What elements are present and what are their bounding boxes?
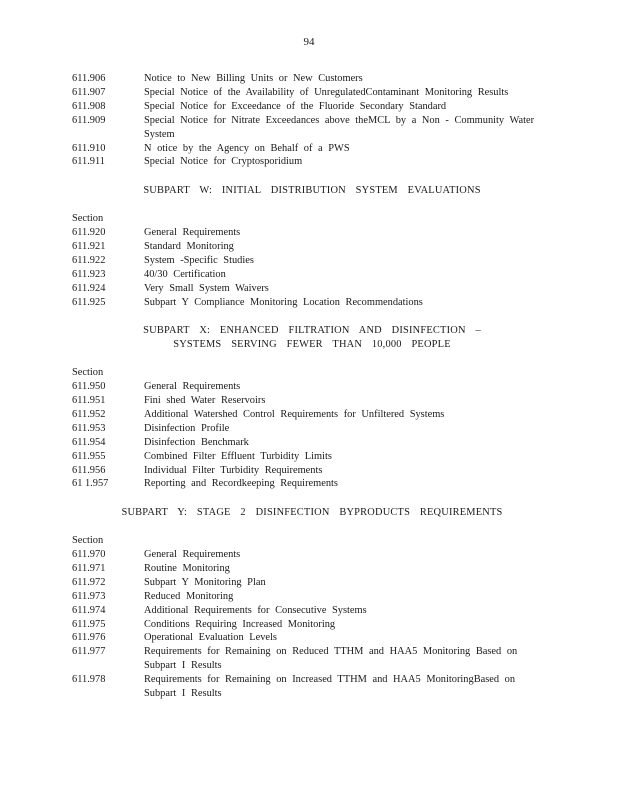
section-number: 611.909	[72, 114, 106, 126]
section-number: 611.910	[72, 142, 106, 154]
toc-entry	[72, 114, 552, 142]
section-title: System -Specific Studies	[144, 254, 254, 266]
section-number: 611.976	[72, 632, 106, 644]
section-title: Fini shed Water Reservoirs	[144, 395, 266, 406]
toc-entry	[72, 673, 552, 701]
section-number: 611.921	[72, 240, 106, 252]
section-title: Combined Filter Effluent Turbidity Limits	[144, 450, 332, 462]
toc-entry	[72, 408, 552, 422]
section-number: 611.971	[72, 562, 106, 574]
section-number: 611.970	[72, 549, 106, 561]
section-title: Standard Monitoring	[144, 240, 234, 252]
toc-group-subpart-w	[72, 184, 552, 309]
section-title: Subpart Y Monitoring Plan	[144, 576, 266, 588]
toc-entry	[72, 548, 552, 562]
section-number: 611.978	[72, 674, 106, 686]
section-number: 611.925	[72, 296, 106, 308]
toc-entry	[72, 240, 552, 254]
section-number: 611.907	[72, 86, 106, 98]
subpart-heading: SUBPART W: INITIAL DISTRIBUTION SYSTEM EVALUATIONS	[143, 185, 481, 197]
section-title: Requirements for Remaining on Reduced TTHM and HAA5 Monitoring Based on Subpart I Results	[144, 646, 518, 672]
section-number: 611.954	[72, 436, 106, 448]
section-title: General Requirements	[144, 381, 241, 393]
section-number: 611.951	[72, 395, 106, 406]
toc-entry	[72, 422, 552, 436]
section-title: Reporting and Recordkeeping Requirements	[144, 478, 338, 490]
toc-entry	[72, 450, 552, 464]
toc-entry	[72, 142, 552, 156]
section-title: Notice to New Billing Units or New Customers	[144, 73, 363, 84]
section-title: Reduced Monitoring	[144, 590, 234, 602]
toc-group-notices	[72, 72, 552, 169]
section-title: Requirements for Remaining on Increased TTHM and HAA5 MonitoringBased on Subpart I Results	[144, 674, 516, 700]
section-number: 611.952	[72, 408, 106, 420]
section-number: 611.911	[72, 156, 105, 168]
toc-entry	[72, 562, 552, 576]
section-number: 611.906	[72, 73, 106, 84]
toc-entry	[72, 436, 552, 450]
toc-entry	[72, 576, 552, 590]
section-title: Additional Requirements for Consecutive Systems	[144, 604, 367, 616]
toc-entry	[72, 477, 552, 491]
toc-entry	[72, 155, 552, 169]
section-title: Very Small System Waivers	[144, 282, 269, 294]
section-title: Conditions Requiring Increased Monitoring	[144, 618, 336, 630]
section-number: 611.972	[72, 576, 106, 588]
section-title: Disinfection Profile	[144, 422, 230, 434]
section-title: Additional Watershed Control Requirements for Unfiltered Systems	[144, 408, 445, 420]
section-title: Special Notice for Nitrate Exceedances above theMCL by a Non - Community Water System	[144, 114, 535, 140]
section-number: 611.922	[72, 254, 106, 266]
subpart-heading: SUBPART X: ENHANCED FILTRATION AND DISINFECTION –	[143, 325, 481, 337]
toc-entry	[72, 604, 552, 618]
section-number: 611.953	[72, 422, 106, 434]
page-number: 94	[303, 36, 315, 48]
section-number: 611.956	[72, 464, 106, 476]
section-number: 611.924	[72, 282, 106, 294]
section-title: Operational Evaluation Levels	[144, 632, 277, 644]
section-title: Special Notice for Cryptosporidium	[144, 156, 303, 168]
section-title: Disinfection Benchmark	[144, 436, 249, 448]
section-number: 611.920	[72, 227, 106, 239]
section-number: 611.908	[72, 100, 106, 112]
section-number: 611.977	[72, 646, 106, 658]
toc-entry	[72, 72, 552, 86]
subpart-heading-continued: SYSTEMS SERVING FEWER THAN 10,000 PEOPLE	[173, 339, 451, 351]
toc-entry	[72, 268, 552, 282]
toc-entry	[72, 645, 552, 673]
toc-entry	[72, 86, 552, 100]
toc-entry	[72, 296, 552, 310]
section-title: 40/30 Certification	[144, 268, 226, 280]
section-number: 611.974	[72, 604, 106, 616]
table-of-contents	[72, 72, 552, 701]
toc-entry	[72, 380, 552, 394]
toc-entry	[72, 394, 552, 408]
section-number: 611.955	[72, 450, 106, 462]
section-number: 611.973	[72, 590, 106, 602]
section-title: N otice by the Agency on Behalf of a PWS	[144, 142, 350, 154]
toc-entry	[72, 464, 552, 478]
section-title: General Requirements	[144, 549, 241, 561]
section-title: Subpart Y Compliance Monitoring Location Recommendations	[144, 296, 423, 308]
section-title: Special Notice for Exceedance of the Fluoride Secondary Standard	[144, 100, 447, 112]
section-number: 61 1.957	[72, 478, 109, 490]
toc-entry	[72, 226, 552, 240]
toc-group-subpart-y	[72, 506, 552, 701]
section-label: Section	[72, 213, 104, 225]
section-label: Section	[72, 367, 104, 379]
toc-entry	[72, 254, 552, 268]
toc-entry	[72, 100, 552, 114]
toc-entry	[72, 590, 552, 604]
section-number: 611.923	[72, 268, 106, 280]
section-number: 611.975	[72, 618, 106, 630]
section-title: Routine Monitoring	[144, 562, 230, 574]
toc-group-subpart-x	[72, 324, 552, 491]
section-title: Individual Filter Turbidity Requirements	[144, 464, 323, 476]
toc-entry	[72, 631, 552, 645]
section-number: 611.950	[72, 381, 106, 393]
section-title: Special Notice of the Availability of UnregulatedContaminant Monitoring Results	[144, 86, 509, 98]
toc-entry	[72, 618, 552, 632]
section-label: Section	[72, 535, 104, 547]
section-title: General Requirements	[144, 227, 241, 239]
subpart-heading: SUBPART Y: STAGE 2 DISINFECTION BYPRODUCTS REQUIREMENTS	[121, 507, 503, 519]
toc-entry	[72, 282, 552, 296]
